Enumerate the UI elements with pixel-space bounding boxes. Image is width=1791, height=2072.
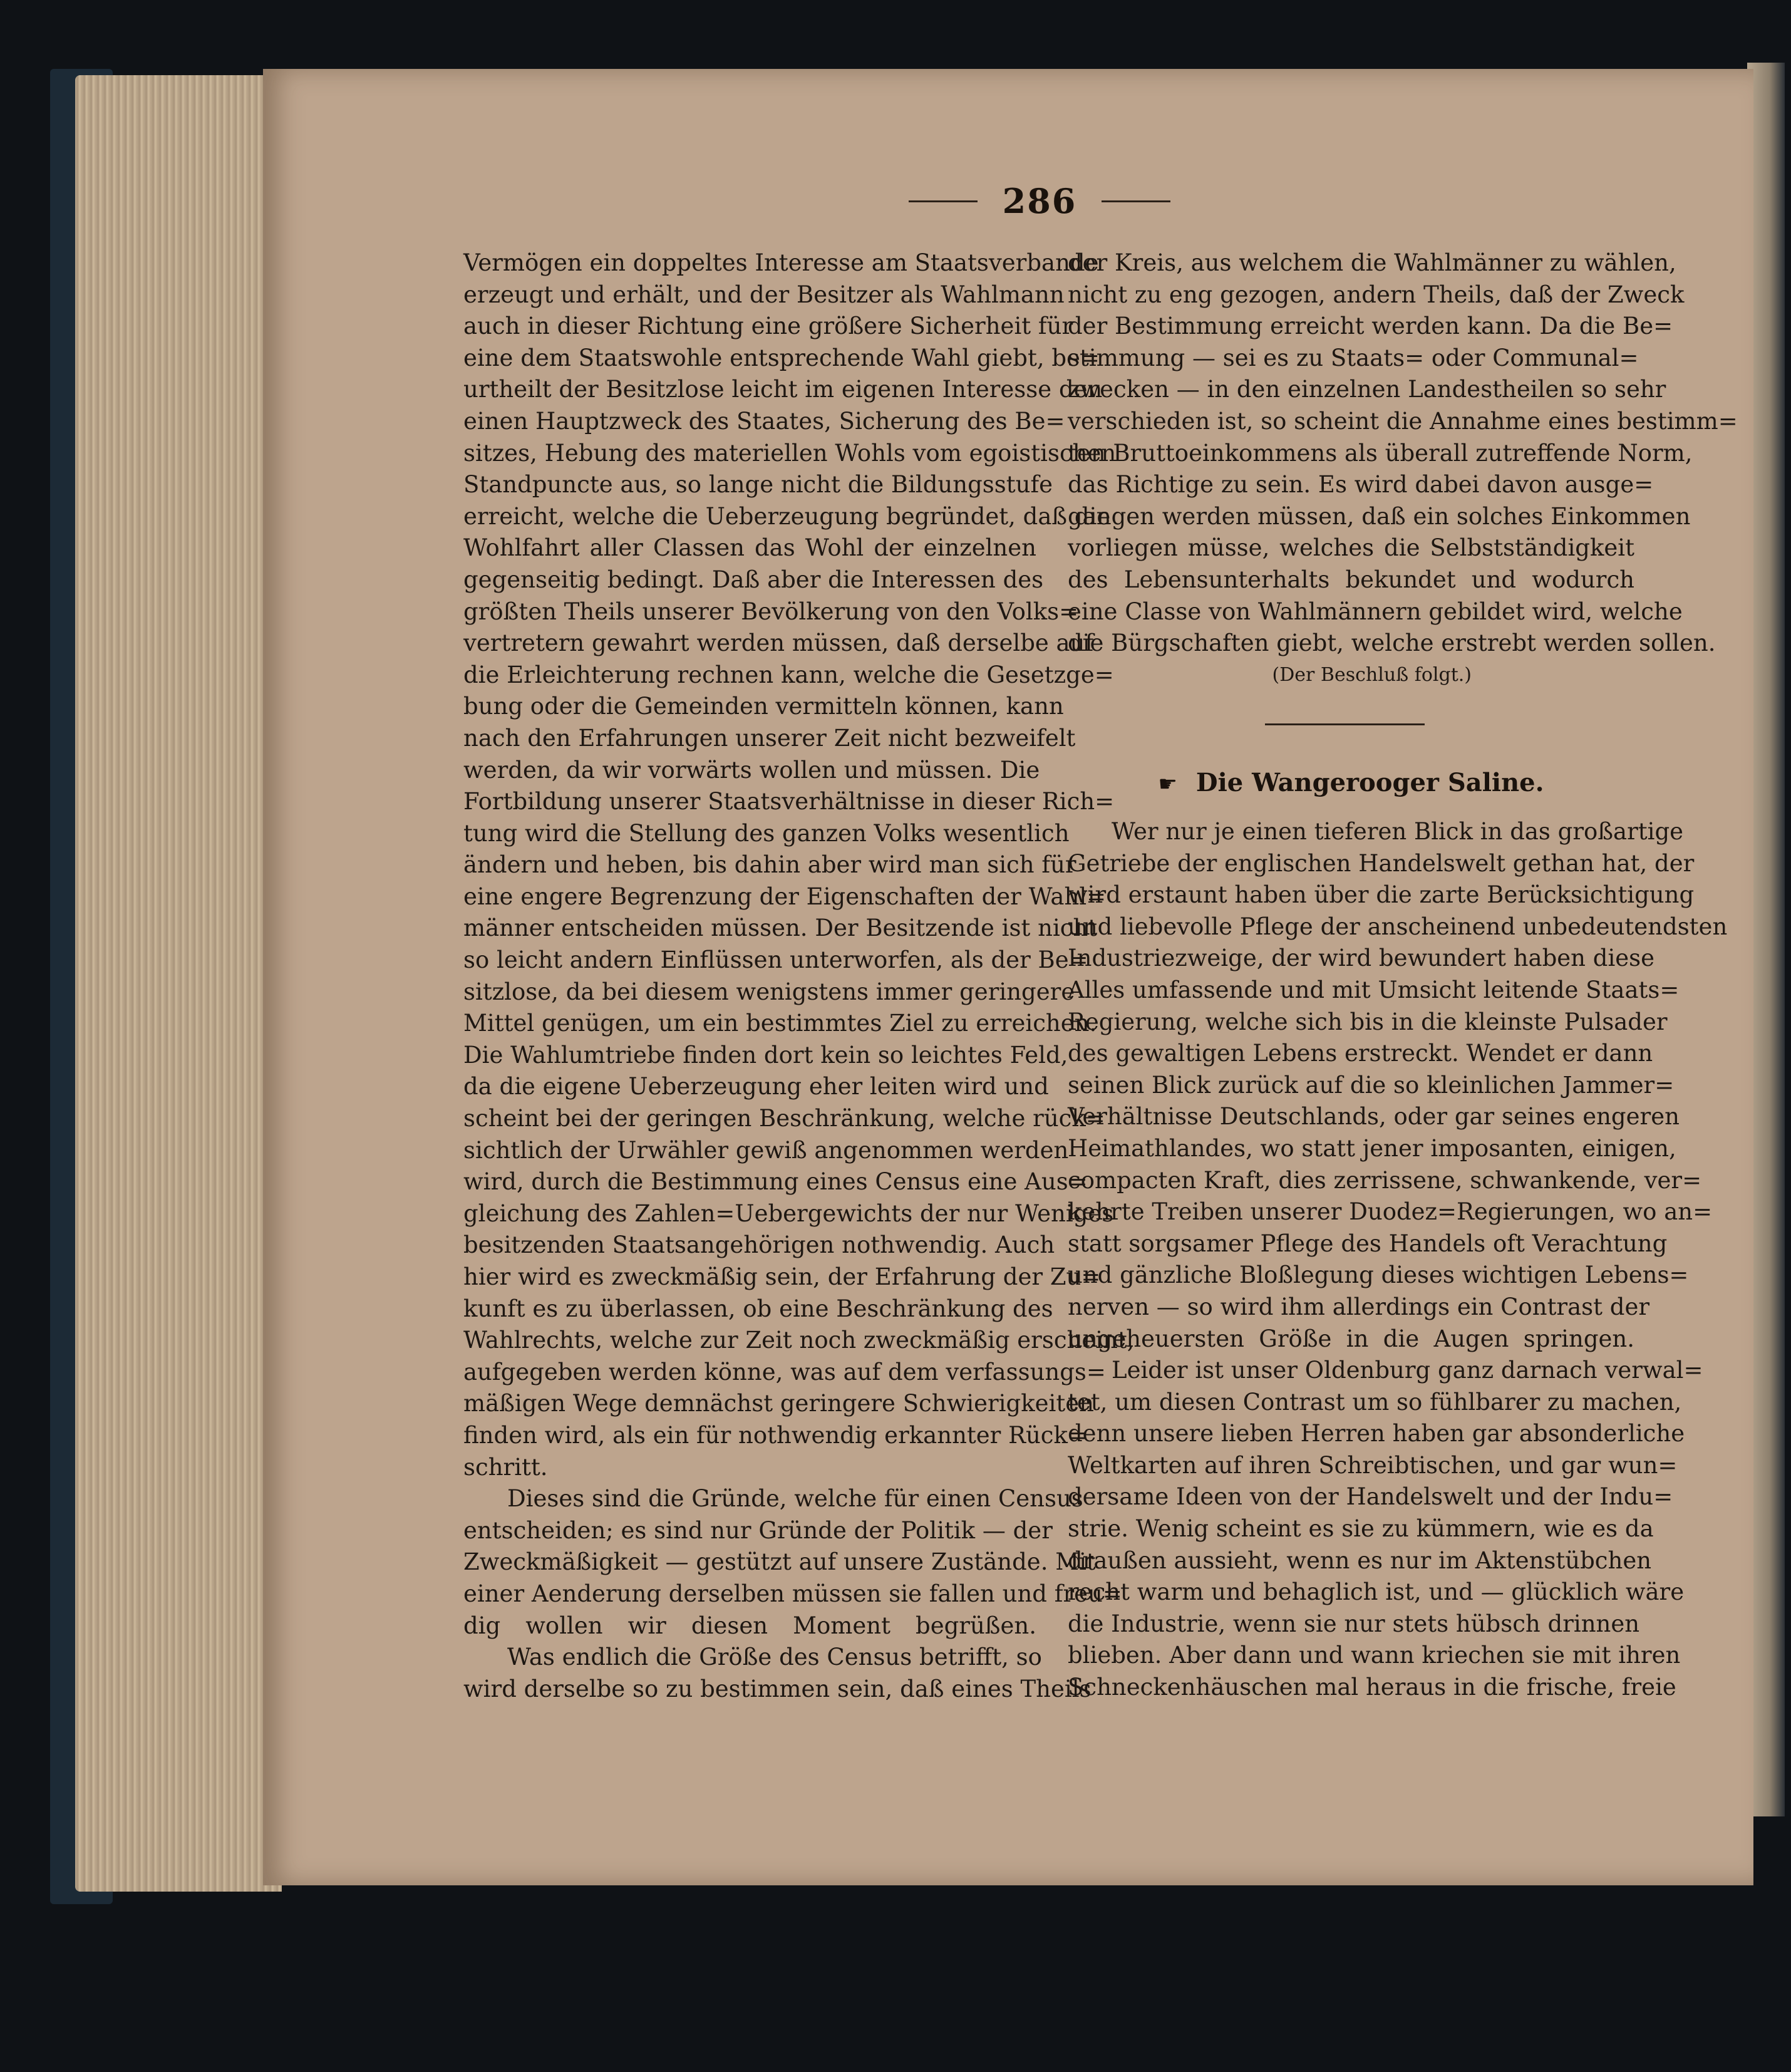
text-line: Wahlrechts, welche zur Zeit noch zweckmäßig erscheint,	[463, 1327, 1135, 1354]
text-line: zwecken — in den einzelnen Landestheilen so sehr	[1068, 376, 1666, 403]
text-line: gleichung des Zahlen=Uebergewichts der nur Weniges	[463, 1199, 1114, 1227]
text-line: Die Wahlumtriebe finden dort kein so leichtes Feld,	[463, 1041, 1068, 1069]
text-line: die Bürgschaften giebt, welche erstrebt werden sollen.	[1068, 629, 1716, 657]
text-line: kehrte Treiben unserer Duodez=Regierungen, wo an=	[1068, 1198, 1713, 1226]
text-line: Was endlich die Größe des Census betrifft, so	[507, 1644, 1042, 1671]
text-line: besitzenden Staatsangehörigen nothwendig. Auch	[463, 1231, 1055, 1259]
article-title-text: Die Wangerooger Saline.	[1195, 768, 1544, 797]
text-line: schritt.	[463, 1453, 548, 1481]
text-line: Vermögen ein doppeltes Interesse am Staatsverbande	[463, 249, 1099, 276]
text-line: Regierung, welche sich bis in die kleinste Pulsader	[1068, 1008, 1668, 1035]
text-line: ungeheuersten Größe in die Augen springen.	[1068, 1325, 1634, 1352]
text-line: wird derselbe so zu bestimmen sein, daß eines Theils	[463, 1675, 1092, 1702]
text-line: kunft es zu überlassen, ob eine Beschränkung des	[463, 1295, 1053, 1322]
text-line: des Lebensunterhalts bekundet und wodurch	[1068, 566, 1634, 593]
page-number: 286	[1002, 181, 1077, 221]
text-line: Standpuncte aus, so lange nicht die Bildungsstufe	[463, 471, 1053, 499]
text-line: sichtlich der Urwähler gewiß angenommen werden	[463, 1136, 1069, 1164]
text-line: und liebevolle Pflege der anscheinend unbedeutendsten	[1068, 913, 1728, 940]
text-line: die Erleichterung rechnen kann, welche die Gesetzge=	[463, 661, 1114, 688]
text-line: eine engere Begrenzung der Eigenschaften der Wahl=	[463, 883, 1107, 910]
continuation-note: (Der Beschluß folgt.)	[1272, 663, 1472, 686]
text-line: gangen werden müssen, daß ein solches Einkommen	[1068, 502, 1691, 530]
text-line: tung wird die Stellung des ganzen Volks wesentlich	[463, 819, 1070, 847]
article-title	[1068, 764, 1634, 802]
text-line: eine dem Staatswohle entsprechende Wahl giebt, be=	[463, 344, 1100, 371]
text-line: recht warm und behaglich ist, und — glücklich wäre	[1068, 1578, 1685, 1606]
text-line: finden wird, als ein für nothwendig erkannter Rück=	[463, 1421, 1087, 1449]
text-line: Industriezweige, der wird bewundert haben diese	[1068, 945, 1655, 972]
text-line: vorliegen müsse, welches die Selbstständigkeit	[1068, 534, 1634, 562]
text-line: draußen aussieht, wenn es nur im Aktenstübchen	[1068, 1546, 1652, 1574]
text-line: dersame Ideen von der Handelswelt und der Indu=	[1068, 1483, 1673, 1511]
text-line: statt sorgsamer Pflege des Handels oft Verachtung	[1068, 1230, 1668, 1257]
text-line: nerven — so wird ihm allerdings ein Contrast der	[1068, 1293, 1650, 1320]
text-line: Fortbildung unserer Staatsverhältnisse in dieser Rich=	[463, 788, 1115, 816]
text-line: Schneckenhäuschen mal heraus in die frische, freie	[1068, 1674, 1676, 1701]
text-line: einen Hauptzweck des Staates, Sicherung des Be=	[463, 407, 1065, 435]
text-line: einer Aenderung derselben müssen sie fallen und freu=	[463, 1580, 1122, 1607]
text-line: strie. Wenig scheint es sie zu kümmern, wie es da	[1068, 1515, 1654, 1543]
text-line: verschieden ist, so scheint die Annahme eines bestimm=	[1068, 407, 1738, 435]
text-line: hier wird es zweckmäßig sein, der Erfahrung der Zu=	[463, 1263, 1101, 1290]
text-line: sitzlose, da bei diesem wenigstens immer geringere	[463, 978, 1075, 1005]
text-line: Zweckmäßigkeit — gestützt auf unsere Zustände. Mit	[463, 1548, 1096, 1576]
text-line: Wer nur je einen tieferen Blick in das großartige	[1112, 818, 1684, 845]
text-line: wird erstaunt haben über die zarte Berücksichtigung	[1068, 881, 1695, 909]
text-line: vertretern gewahrt werden müssen, daß derselbe auf	[463, 629, 1094, 657]
text-line: dig wollen wir diesen Moment begrüßen.	[463, 1612, 1036, 1639]
text-line: auch in dieser Richtung eine größere Sicherheit für	[463, 313, 1073, 340]
text-line: blieben. Aber dann und wann kriechen sie mit ihren	[1068, 1642, 1681, 1669]
text-line: Wohlfahrt aller Classen das Wohl der einzelnen	[463, 534, 1036, 562]
text-line: bung oder die Gemeinden vermitteln können, kann	[463, 693, 1064, 720]
text-line: männer entscheiden müssen. Der Besitzende ist nicht	[463, 914, 1098, 942]
text-line: des gewaltigen Lebens erstreckt. Wendet er dann	[1068, 1040, 1653, 1067]
text-line: Heimathlandes, wo statt jener imposanten, einigen,	[1068, 1134, 1676, 1162]
text-line: ändern und heben, bis dahin aber wird man sich für	[463, 851, 1076, 879]
right-column-top	[1068, 247, 1738, 691]
header-rule-left	[909, 200, 978, 202]
text-line: urtheilt der Besitzlose leicht im eigenen Interesse den	[463, 376, 1103, 403]
text-line: wird, durch die Bestimmung eines Census eine Aus=	[463, 1168, 1088, 1196]
text-line: aufgegeben werden könne, was auf dem verfassungs=	[463, 1358, 1106, 1386]
text-line: da die eigene Ueberzeugung eher leiten wird und	[463, 1073, 1049, 1101]
text-line: Verhältnisse Deutschlands, oder gar seines engeren	[1068, 1103, 1680, 1131]
text-line: compacten Kraft, dies zerrissene, schwankende, ver=	[1068, 1166, 1702, 1194]
text-line: nach den Erfahrungen unserer Zeit nicht bezweifelt	[463, 724, 1076, 752]
text-line: so leicht andern Einflüssen unterworfen, als der Be=	[463, 946, 1088, 974]
text-line: und gänzliche Bloßlegung dieses wichtigen Lebens=	[1068, 1261, 1689, 1289]
text-line: seinen Blick zurück auf die so kleinlichen Jammer=	[1068, 1071, 1675, 1099]
text-line: eine Classe von Wahlmännern gebildet wird, welche	[1068, 598, 1683, 625]
right-column-body	[1068, 816, 1728, 1704]
text-line: Leider ist unser Oldenburg ganz darnach verwal=	[1112, 1357, 1703, 1384]
text-line: das Richtige zu sein. Es wird dabei davon ausge=	[1068, 471, 1654, 499]
text-line: Mittel genügen, um ein bestimmtes Ziel zu erreichen.	[463, 1010, 1097, 1037]
text-line: sitzes, Hebung des materiellen Wohls vom egoistischen	[463, 439, 1117, 467]
text-line: Weltkarten auf ihren Schreibtischen, und gar wun=	[1068, 1451, 1678, 1479]
page-header	[877, 179, 1202, 223]
text-line: werden, da wir vorwärts wollen und müssen. Die	[463, 756, 1040, 784]
text-line: größten Theils unserer Bevölkerung von den Volks=	[463, 598, 1079, 625]
text-line: der Bestimmung erreicht werden kann. Da die Be=	[1068, 313, 1673, 340]
page-edges	[75, 75, 282, 1892]
text-line: gegenseitig bedingt. Daß aber die Interessen des	[463, 566, 1044, 593]
text-line: mäßigen Wege demnächst geringere Schwierigkeiten	[463, 1390, 1094, 1417]
text-line: ten Bruttoeinkommens als überall zutreffende Norm,	[1068, 439, 1693, 467]
text-line: erzeugt und erhält, und der Besitzer als Wahlmann	[463, 281, 1065, 308]
text-line: entscheiden; es sind nur Gründe der Politik — der	[463, 1516, 1053, 1544]
text-line: der Kreis, aus welchem die Wahlmänner zu wählen,	[1068, 249, 1676, 276]
text-line: Dieses sind die Gründe, welche für einen Census	[507, 1485, 1083, 1513]
text-line: die Industrie, wenn sie nur stets hübsch drinnen	[1068, 1610, 1640, 1637]
pointing-hand-icon: ☛	[1158, 772, 1177, 797]
text-line: Alles umfassende und mit Umsicht leitende Staats=	[1068, 976, 1680, 1003]
text-line: stimmung — sei es zu Staats= oder Communal=	[1068, 344, 1639, 371]
text-line: scheint bei der geringen Beschränkung, welche rück=	[463, 1105, 1105, 1132]
text-line: Getriebe der englischen Handelswelt gethan hat, der	[1068, 849, 1695, 877]
text-line: nicht zu eng gezogen, andern Theils, daß der Zweck	[1068, 281, 1685, 308]
text-line: erreicht, welche die Ueberzeugung begründet, daß die	[463, 502, 1111, 530]
header-rule-right	[1102, 200, 1170, 202]
section-separator	[1265, 723, 1425, 725]
text-line: denn unsere lieben Herren haben gar absonderliche	[1068, 1420, 1685, 1448]
text-line: tet, um diesen Contrast um so fühlbarer zu machen,	[1068, 1388, 1682, 1416]
left-column	[463, 247, 1135, 1705]
